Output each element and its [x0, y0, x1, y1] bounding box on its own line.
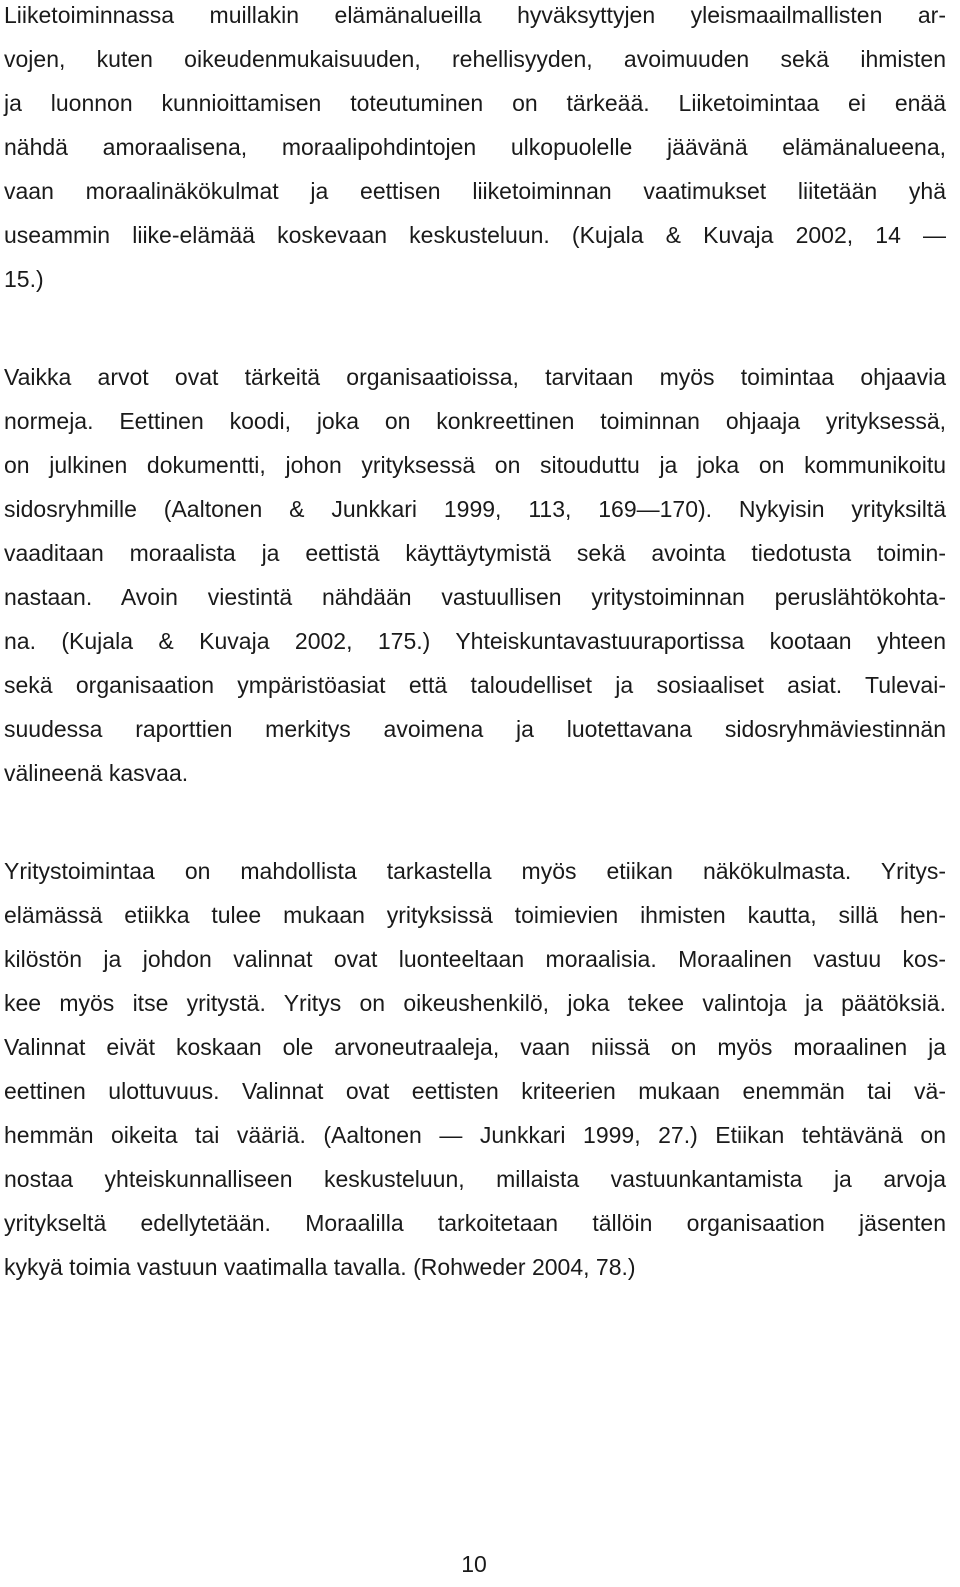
paragraph-line: kee myös itse yritystä. Yritys on oikeushenkilö, joka tekee valintoja ja päätöksiä.: [4, 990, 946, 1016]
paragraph-line: vaan moraalinäkökulmat ja eettisen liiketoiminnan vaatimukset liitetään yhä: [4, 178, 946, 204]
paragraph-line: yritykseltä edellytetään. Moraalilla tarkoitetaan tällöin organisaation jäsenten: [4, 1210, 946, 1236]
paragraph-line: normeja. Eettinen koodi, joka on konkreettinen toiminnan ohjaaja yrityksessä,: [4, 408, 946, 434]
paragraph-2: [4, 355, 946, 795]
paragraph-line: Valinnat eivät koskaan ole arvoneutraaleja, vaan niissä on myös moraalinen ja: [4, 1034, 946, 1060]
paragraph-line: on julkinen dokumentti, johon yrityksessä on sitouduttu ja joka on kommunikoitu: [4, 452, 946, 478]
paragraph-line: sekä organisaation ympäristöasiat että taloudelliset ja sosiaaliset asiat. Tulevai-: [4, 672, 946, 698]
paragraph-line: sidosryhmille (Aaltonen & Junkkari 1999, 113, 169—170). Nykyisin yrityksiltä: [4, 496, 946, 522]
paragraph-line: vojen, kuten oikeudenmukaisuuden, rehellisyyden, avoimuuden sekä ihmisten: [4, 46, 946, 72]
paragraph-line: kilöstön ja johdon valinnat ovat luonteeltaan moraalisia. Moraalinen vastuu kos-: [4, 946, 946, 972]
paragraph-line: suudessa raporttien merkitys avoimena ja luotettavana sidosryhmäviestinnän: [4, 716, 946, 742]
paragraph-line: Vaikka arvot ovat tärkeitä organisaatioissa, tarvitaan myös toimintaa ohjaavia: [4, 364, 946, 390]
paragraph-line: useammin liike-elämää koskevaan keskusteluun. (Kujala & Kuvaja 2002, 14 —: [4, 222, 946, 248]
paragraph-line: Yritystoimintaa on mahdollista tarkastella myös etiikan näkökulmasta. Yritys-: [4, 858, 946, 884]
paragraph-line: ja luonnon kunnioittamisen toteutuminen on tärkeää. Liiketoimintaa ei enää: [4, 90, 946, 116]
paragraph-line: nähdä amoraalisena, moraalipohdintojen ulkopuolelle jäävänä elämänalueena,: [4, 134, 946, 160]
paragraph-line: Liiketoiminnassa muillakin elämänalueilla hyväksyttyjen yleismaailmallisten ar-: [4, 2, 946, 28]
paragraph-3: [4, 849, 946, 1289]
paragraph-line: hemmän oikeita tai vääriä. (Aaltonen — Junkkari 1999, 27.) Etiikan tehtävänä on: [4, 1122, 946, 1148]
paragraph-line: na. (Kujala & Kuvaja 2002, 175.) Yhteiskuntavastuuraportissa kootaan yhteen: [4, 628, 946, 654]
paragraph-line: elämässä etiikka tulee mukaan yrityksissä toimievien ihmisten kautta, sillä hen-: [4, 902, 946, 928]
paragraph-line: vaaditaan moraalista ja eettistä käyttäytymistä sekä avointa tiedotusta toimin-: [4, 540, 946, 566]
paragraph-line: eettinen ulottuvuus. Valinnat ovat eettisten kriteerien mukaan enemmän tai vä-: [4, 1078, 946, 1104]
paragraph-line: kykyä toimia vastuun vaatimalla tavalla. (Rohweder 2004, 78.): [4, 1254, 636, 1280]
paragraph-line: nostaa yhteiskunnalliseen keskusteluun, millaista vastuunkantamista ja arvoja: [4, 1166, 946, 1192]
paragraph-1: [4, 0, 946, 301]
paragraph-line: 15.): [4, 266, 44, 292]
paragraph-line: välineenä kasvaa.: [4, 760, 189, 786]
paragraph-line: nastaan. Avoin viestintä nähdään vastuullisen yritystoiminnan peruslähtökohta-: [4, 584, 946, 610]
page-number: 10: [461, 1551, 487, 1577]
